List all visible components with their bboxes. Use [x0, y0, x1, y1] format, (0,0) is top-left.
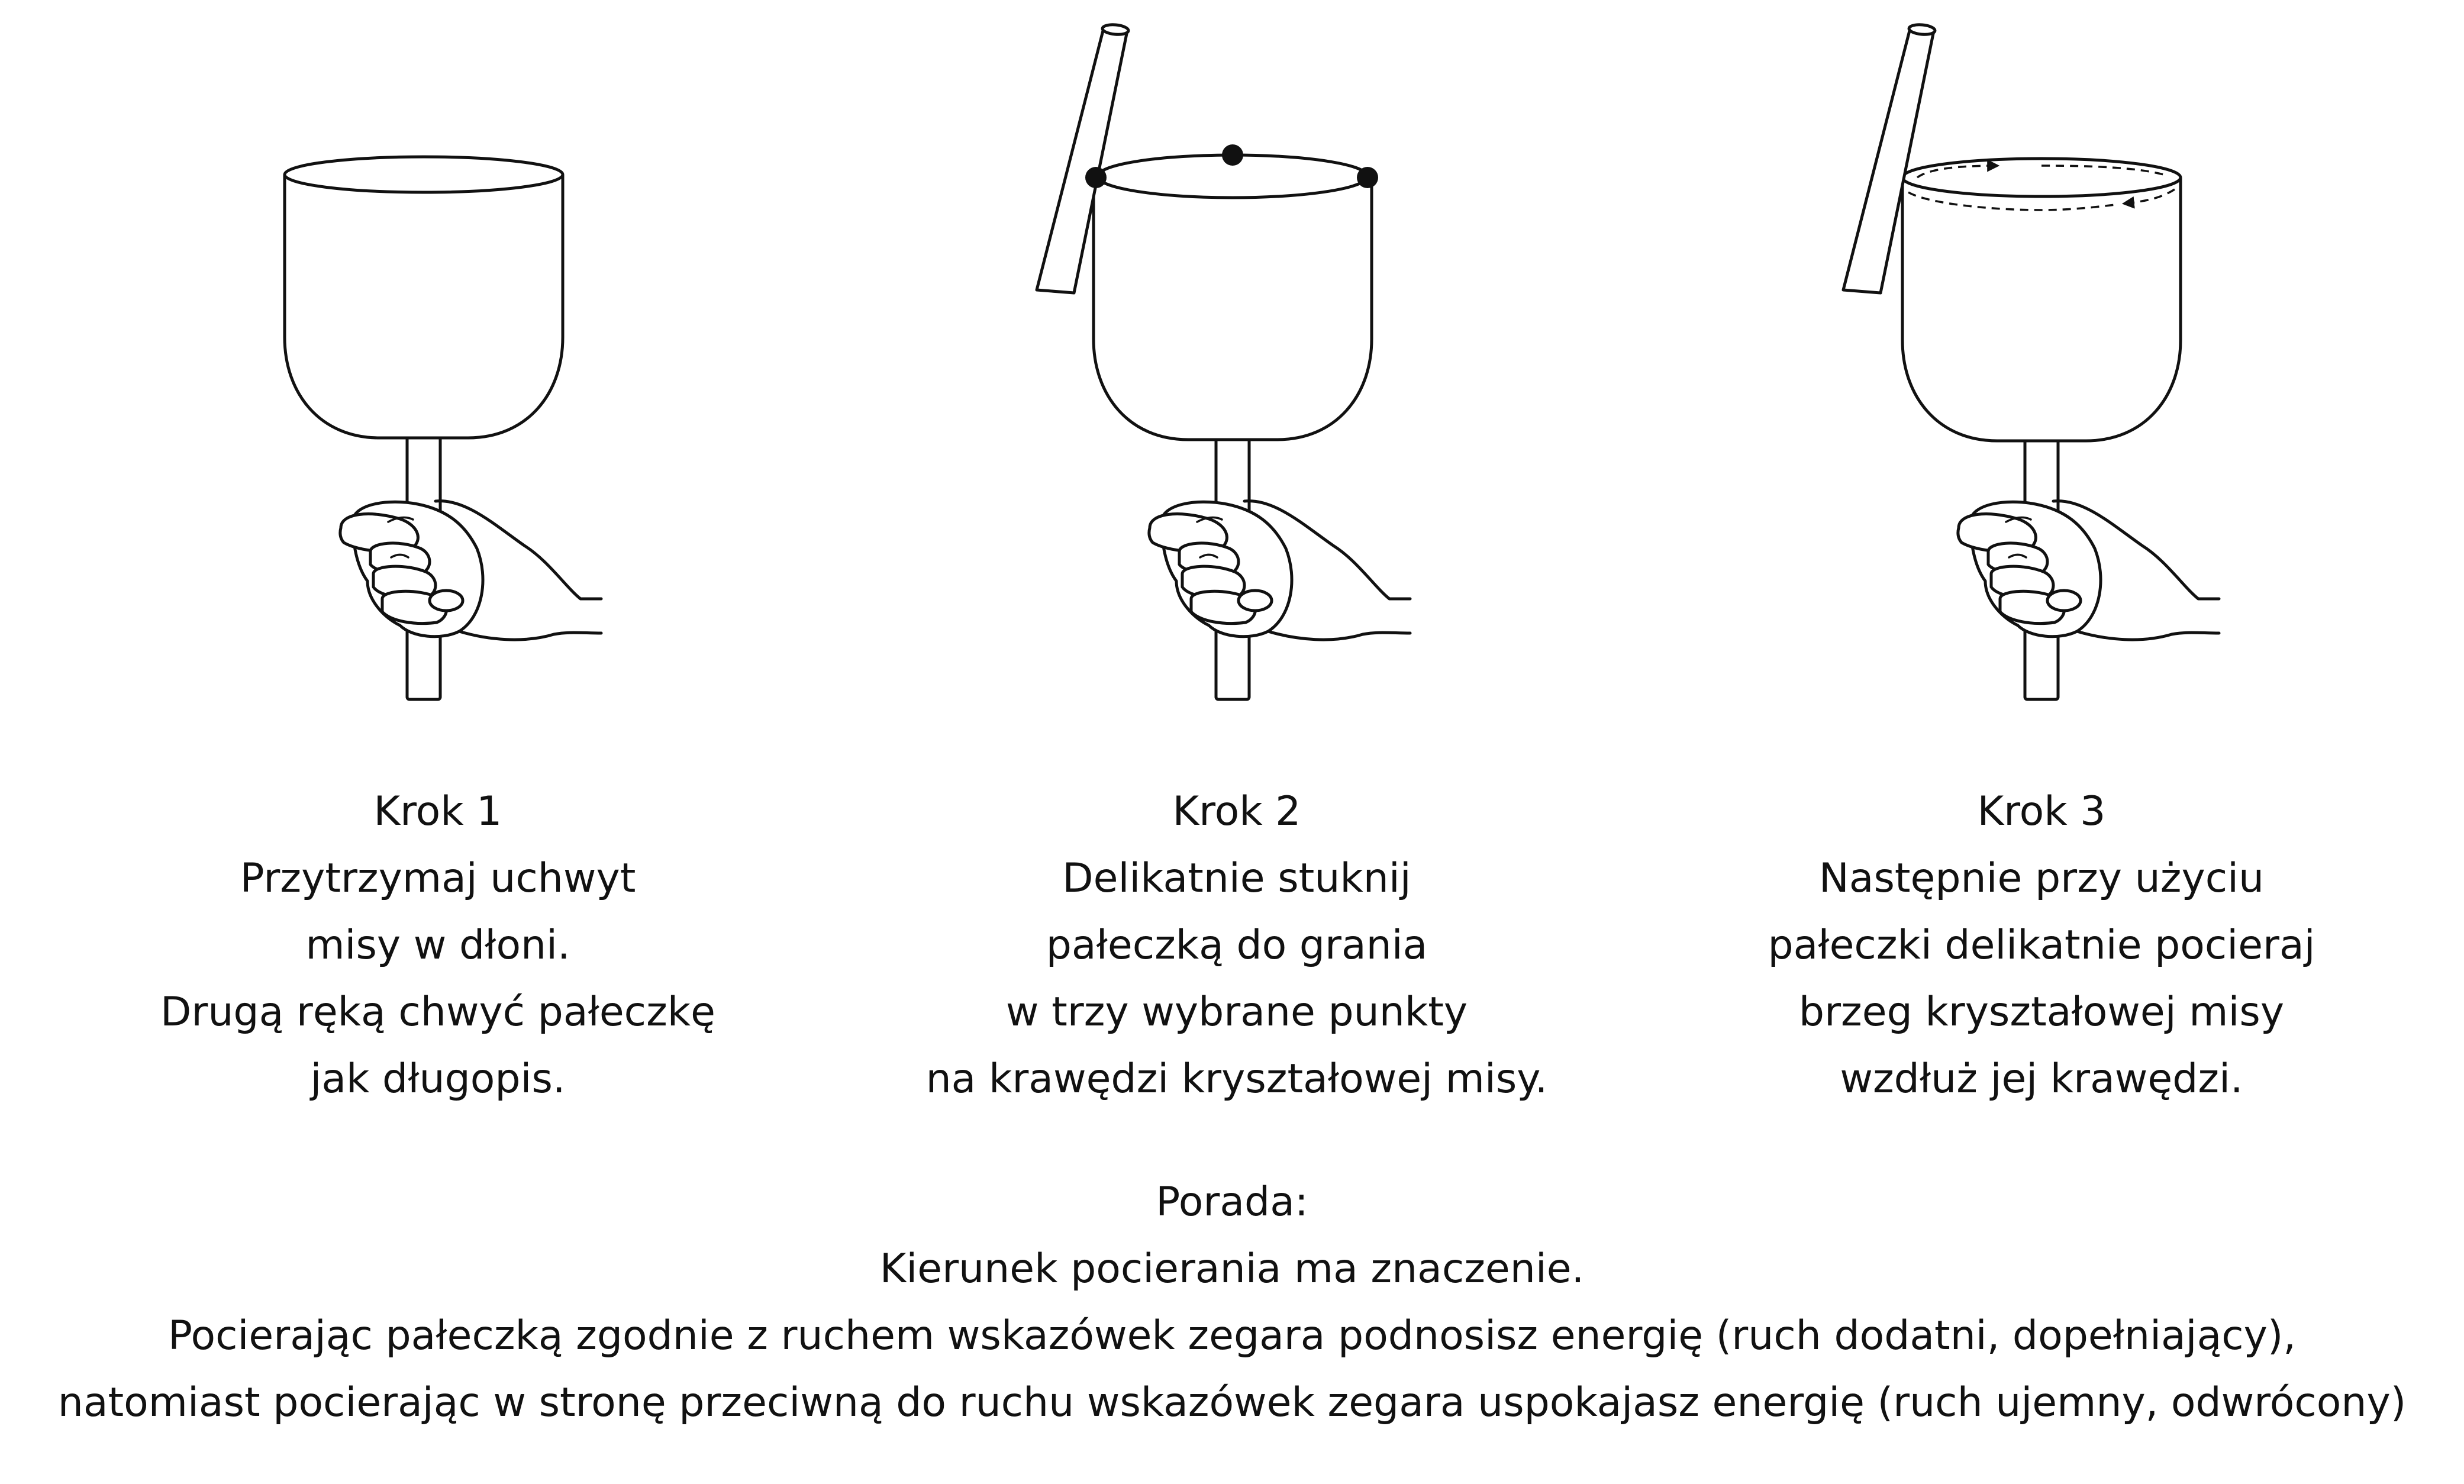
crystal-singing-bowl-icon — [1902, 159, 2181, 441]
hand-holding-handle-icon — [340, 421, 601, 699]
tap-point-icon — [1085, 167, 1107, 188]
tip-section — [0, 1169, 2464, 1436]
step-text-line: misy w dłoni. — [305, 922, 570, 969]
step-text-line: Następnie przy użyciu — [1818, 855, 2265, 902]
step-2-illustration — [1037, 24, 1410, 699]
step-text-line: brzeg kryształowej misy — [1798, 989, 2285, 1035]
step-text-line: Delikatnie stuknij — [1062, 855, 1411, 902]
tip-text-line: Kierunek pocierania ma znaczenie. — [879, 1246, 1585, 1292]
step-3-illustration — [1843, 24, 2219, 699]
step-title: Krok 1 — [373, 788, 502, 835]
tap-point-icon — [1357, 167, 1378, 188]
step-text-line: wzdłuż jej krawędzi. — [1840, 1056, 2243, 1102]
crystal-singing-bowl-icon — [1094, 155, 1372, 440]
tip-text-line: Pocierając pałeczką zgodnie z ruchem wskazówek zegara podnosisz energię (ruch dodatni, dopełniający), — [167, 1312, 2297, 1359]
step-1-illustration — [285, 157, 601, 699]
hand-holding-handle-icon — [1958, 421, 2219, 699]
step-text-line: jak długopis. — [310, 1056, 566, 1102]
tap-point-icon — [1222, 144, 1243, 166]
tip-title: Porada: — [1156, 1179, 1308, 1225]
step-2-caption — [882, 778, 1592, 1112]
hand-holding-handle-icon — [1149, 421, 1410, 699]
crystal-singing-bowl-icon — [285, 157, 563, 438]
step-text-line: w trzy wybrane punkty — [1005, 989, 1468, 1035]
step-text-line: Przytrzymaj uchwyt — [240, 855, 636, 902]
step-text-line: Drugą ręką chwyć pałeczkę — [160, 989, 715, 1035]
step-title: Krok 3 — [1977, 788, 2106, 835]
step-title: Krok 2 — [1172, 788, 1301, 835]
illustrations — [0, 0, 2464, 722]
tip-text-line: natomiast pocierając w stronę przeciwną do ruchu wskazówek zegara uspokajasz energię (ruch ujemny, odwrócony) — [57, 1379, 2407, 1426]
step-text-line: na krawędzi kryształowej misy. — [925, 1056, 1548, 1102]
step-3-caption — [1686, 778, 2397, 1112]
step-1-caption — [83, 778, 793, 1112]
step-text-line: pałeczką do grania — [1046, 922, 1428, 969]
step-text-line: pałeczki delikatnie pocieraj — [1768, 922, 2315, 969]
